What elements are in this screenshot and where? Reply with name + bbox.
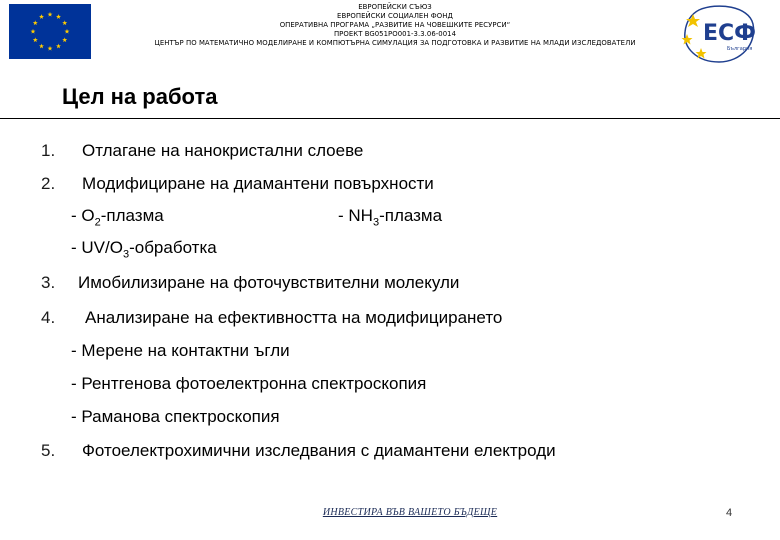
list-number: 2.	[41, 174, 56, 193]
header-line: ПРОЕКТ BG051PO001-3.3.06-0014	[333, 29, 457, 38]
list-text: Модифициране на диамантени повърхности	[82, 174, 434, 193]
list-item	[0, 441, 780, 465]
sub-item-uv-o3: - $UV/O_3$-обработка	[71, 238, 217, 261]
eu-flag-icon	[9, 4, 91, 59]
header-line: ОПЕРАТИВНА ПРОГРАМА „РАЗВИТИЕ НА ЧОВЕШКИТЕ РЕСУРСИ“	[279, 20, 511, 29]
header-line: ЦЕНТЪР ПО МАТЕМАТИЧНО МОДЕЛИРАНЕ И КОМПЮТЪРНА СИМУЛАЦИЯ ЗА ПОДГОТОВКА И РАЗВИТИЕ НА МЛАДИ ИЗСЛЕДОВАТЕЛИ	[154, 38, 636, 47]
list-item	[0, 141, 780, 165]
sub-item-row	[0, 374, 780, 398]
sub-item-row	[0, 238, 780, 262]
slide-title: Цел на работа	[62, 84, 218, 109]
header-line: ЕВРОПЕЙСКИ СЪЮЗ	[358, 3, 432, 11]
list-text: Отлагане на нанокристални слоеве	[82, 141, 364, 160]
list-number: 1.	[41, 141, 56, 160]
title-divider	[0, 118, 780, 119]
header-line: ЕВРОПЕЙСКИ СОЦИАЛЕН ФОНД	[337, 11, 453, 20]
list-item	[0, 273, 780, 297]
list-number: 3.	[41, 273, 56, 292]
footer-slogan: ИНВЕСТИРА ВЪВ ВАШЕТО БЪДЕЩЕ	[322, 507, 498, 518]
sub-item: - Раманова спектроскопия	[71, 407, 280, 426]
sub-item-row	[0, 407, 780, 431]
list-text: Фотоелектрохимични изследвания с диамантени електроди	[82, 441, 556, 460]
esf-logo-subtext: България	[727, 46, 753, 52]
esf-logo-text: ЕСФ	[703, 21, 756, 46]
sub-item-nh3-plasma: - $NH_3$-плазма	[338, 206, 443, 229]
list-text: Имобилизиране на фоточувствителни молекули	[78, 273, 460, 292]
page-number: 4	[726, 507, 733, 519]
sub-item-row	[0, 206, 780, 230]
sub-item: - Мерене на контактни ъгли	[71, 341, 290, 360]
project-header	[120, 3, 670, 48]
esf-logo	[679, 4, 759, 66]
sub-item-row	[0, 341, 780, 365]
sub-item: - Рентгенова фотоелектронна спектроскопия	[71, 374, 427, 393]
list-item	[0, 308, 780, 332]
list-text: Анализиране на ефективността на модифицирането	[85, 308, 503, 327]
list-item	[0, 174, 780, 198]
sub-item-o2-plasma: - $O_2$-плазма	[71, 206, 164, 229]
list-number: 4.	[41, 308, 56, 327]
list-number: 5.	[41, 441, 56, 460]
